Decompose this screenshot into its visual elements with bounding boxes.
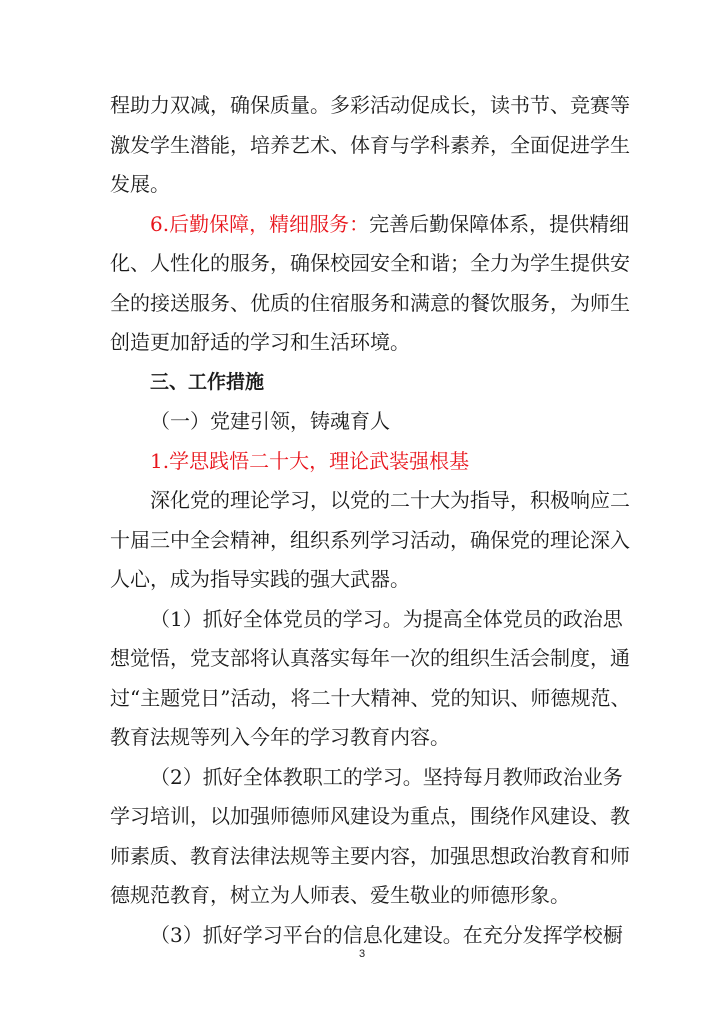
text-line: 全的接送服务、优质的住宿服务和满意的餐饮服务，为师生 bbox=[110, 290, 630, 315]
text-line: 师素质、教育法律法规等主要内容，加强思想政治教育和师 bbox=[110, 843, 630, 868]
text-line: 想觉悟，党支部将认真落实每年一次的组织生活会制度，通 bbox=[110, 646, 630, 670]
text-line: 程助力双减，确保质量。多彩活动促成长，读书节、竞赛等 bbox=[110, 93, 630, 117]
text-line: 创造更加舒适的学习和生活环境。 bbox=[110, 330, 410, 354]
text-line: 化、人性化的服务，确保校园安全和谐；全力为学生提供安 bbox=[110, 251, 630, 275]
item-text: 完善后勤保障体系，提供精细 bbox=[369, 211, 630, 236]
section-heading: 三、工作措施 bbox=[150, 370, 265, 393]
text-line: （1）抓好全体党员的学习。为提高全体党员的政治思 bbox=[150, 606, 623, 631]
text-line: 发展。 bbox=[110, 172, 170, 196]
text-line bbox=[110, 205, 630, 245]
text-line: 教育法规等列入今年的学习教育内容。 bbox=[110, 725, 450, 749]
text-line: 德规范教育，树立为人师表、爱生敬业的师德形象。 bbox=[110, 883, 570, 907]
text-line: 深化党的理论学习，以党的二十大为指导，积极响应二 bbox=[150, 488, 630, 512]
text-line: （2）抓好全体教职工的学习。坚持每月教师政治业务 bbox=[150, 764, 623, 789]
text-line: （3）抓好学习平台的信息化建设。在充分发挥学校橱 bbox=[150, 922, 623, 947]
text-line: （一）党建引领，铸魂育人 bbox=[150, 409, 390, 433]
text-line: 过“主题党日”活动，将二十大精神、党的知识、师德规范、 bbox=[110, 685, 631, 710]
text-line: 学习培训，以加强师德师风建设为重点，围绕作风建设、教 bbox=[110, 804, 630, 828]
text-line: 十届三中全会精神，组织系列学习活动，确保党的理论深入 bbox=[110, 527, 630, 552]
page-number: 3 bbox=[358, 948, 366, 960]
item-lead: 6.后勤保障，精细服务： bbox=[150, 211, 370, 236]
document-body bbox=[110, 86, 631, 955]
text-line: 激发学生潜能，培养艺术、体育与学科素养，全面促进学生 bbox=[110, 132, 630, 157]
text-line: 人心，成为指导实践的强大武器。 bbox=[110, 567, 410, 591]
subsection-heading: 1.学思践悟二十大，理论武装强根基 bbox=[150, 448, 470, 473]
